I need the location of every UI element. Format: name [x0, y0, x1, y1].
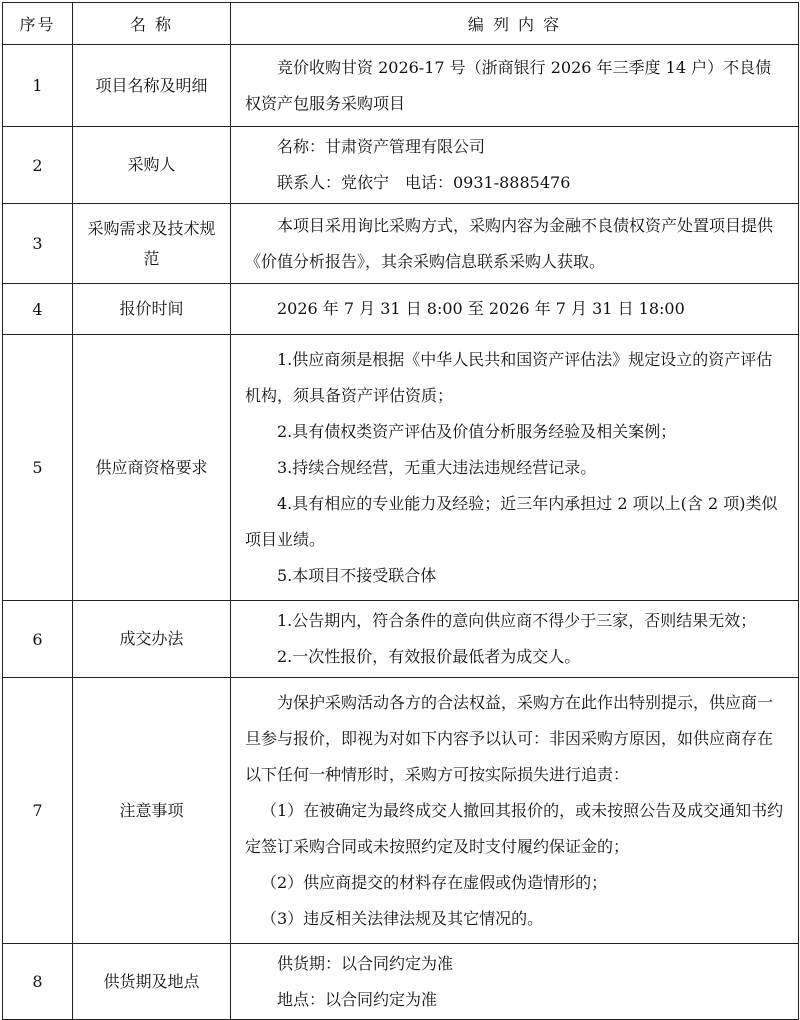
row-content	[231, 678, 799, 944]
row-name: 采购需求及技术规范	[73, 204, 231, 284]
row-content	[231, 944, 799, 1020]
content-line: （2）供应商提交的材料存在虚假或伪造情形的；	[261, 872, 608, 892]
row-content	[231, 45, 799, 127]
table-row	[3, 601, 799, 678]
table-header-row	[3, 3, 799, 45]
header-content: 编 列 内 容	[231, 3, 799, 45]
row-name: 成交办法	[73, 601, 231, 678]
row-index: 3	[3, 204, 73, 284]
content-line: 2.具有债权类资产评估及价值分析服务经验及相关案例；	[277, 421, 677, 441]
row-content	[231, 204, 799, 284]
table-row	[3, 204, 799, 284]
content-line: 1.供应商须是根据《中华人民共和国资产评估法》规定设立的资产评估机构，须具备资产评估资质；	[245, 349, 773, 405]
row-index: 1	[3, 45, 73, 127]
table-row	[3, 45, 799, 127]
procurement-info-table	[2, 2, 799, 1020]
content-line: 联系人：党依宁 电话：0931-8885476	[277, 173, 571, 192]
row-index: 7	[3, 678, 73, 944]
header-name: 名 称	[73, 3, 231, 45]
row-index: 8	[3, 944, 73, 1020]
row-name: 采购人	[73, 127, 231, 204]
table-row	[3, 127, 799, 204]
row-name: 报价时间	[73, 284, 231, 335]
content-line: （1）在被确定为最终成交人撤回其报价的，或未按照公告及成交通知书约定签订采购合同或未按照约定及时支付履约保证金的；	[245, 800, 784, 856]
content-line: 名称：甘肃资产管理有限公司	[277, 137, 486, 156]
row-name: 供货期及地点	[73, 944, 231, 1020]
table-row	[3, 944, 799, 1020]
content-line: 2.一次性报价，有效报价最低者为成交人。	[277, 647, 581, 666]
content-line: 为保护采购活动各方的合法权益，采购方在此作出特别提示，供应商一旦参与报价，即视为对如下内容予以认可：非因采购方原因，如供应商存在以下任何一种情形时，采购方可按实际损失进行追责：	[245, 692, 774, 784]
row-index: 6	[3, 601, 73, 678]
header-index: 序号	[3, 3, 73, 45]
content-line: 4.具有相应的专业能力及经验；近三年内承担过 2 项以上(含 2 项)类似项目业绩。	[245, 493, 778, 549]
row-content	[231, 601, 799, 678]
table-row	[3, 284, 799, 335]
row-content	[231, 127, 799, 204]
row-content	[231, 284, 799, 335]
row-name: 供应商资格要求	[73, 335, 231, 601]
content-line: 地点：以合同约定为准	[277, 989, 438, 1009]
row-index: 2	[3, 127, 73, 204]
content-line: 3.持续合规经营，无重大违法违规经营记录。	[277, 457, 597, 477]
content-line: （3）违反相关法律法规及其它情况的。	[261, 908, 544, 928]
row-name: 注意事项	[73, 678, 231, 944]
content-line: 2026 年 7 月 31 日 8:00 至 2026 年 7 月 31 日 18:00	[277, 299, 685, 318]
content-line: 本项目采用询比采购方式，采购内容为金融不良债权资产处置项目提供《价值分析报告》，其余采购信息联系采购人获取。	[245, 215, 774, 271]
content-line: 1.公告期内，符合条件的意向供应商不得少于三家，否则结果无效；	[277, 611, 757, 630]
row-content	[231, 335, 799, 601]
content-line: 5.本项目不接受联合体	[277, 565, 437, 585]
content-line: 竞价收购甘资 2026-17 号（浙商银行 2026 年三季度 14 户）不良债权资产包服务采购项目	[245, 57, 772, 113]
row-index: 4	[3, 284, 73, 335]
row-index: 5	[3, 335, 73, 601]
row-name: 项目名称及明细	[73, 45, 231, 127]
content-line: 供货期：以合同约定为准	[277, 953, 454, 973]
table-row	[3, 678, 799, 944]
table-row	[3, 335, 799, 601]
